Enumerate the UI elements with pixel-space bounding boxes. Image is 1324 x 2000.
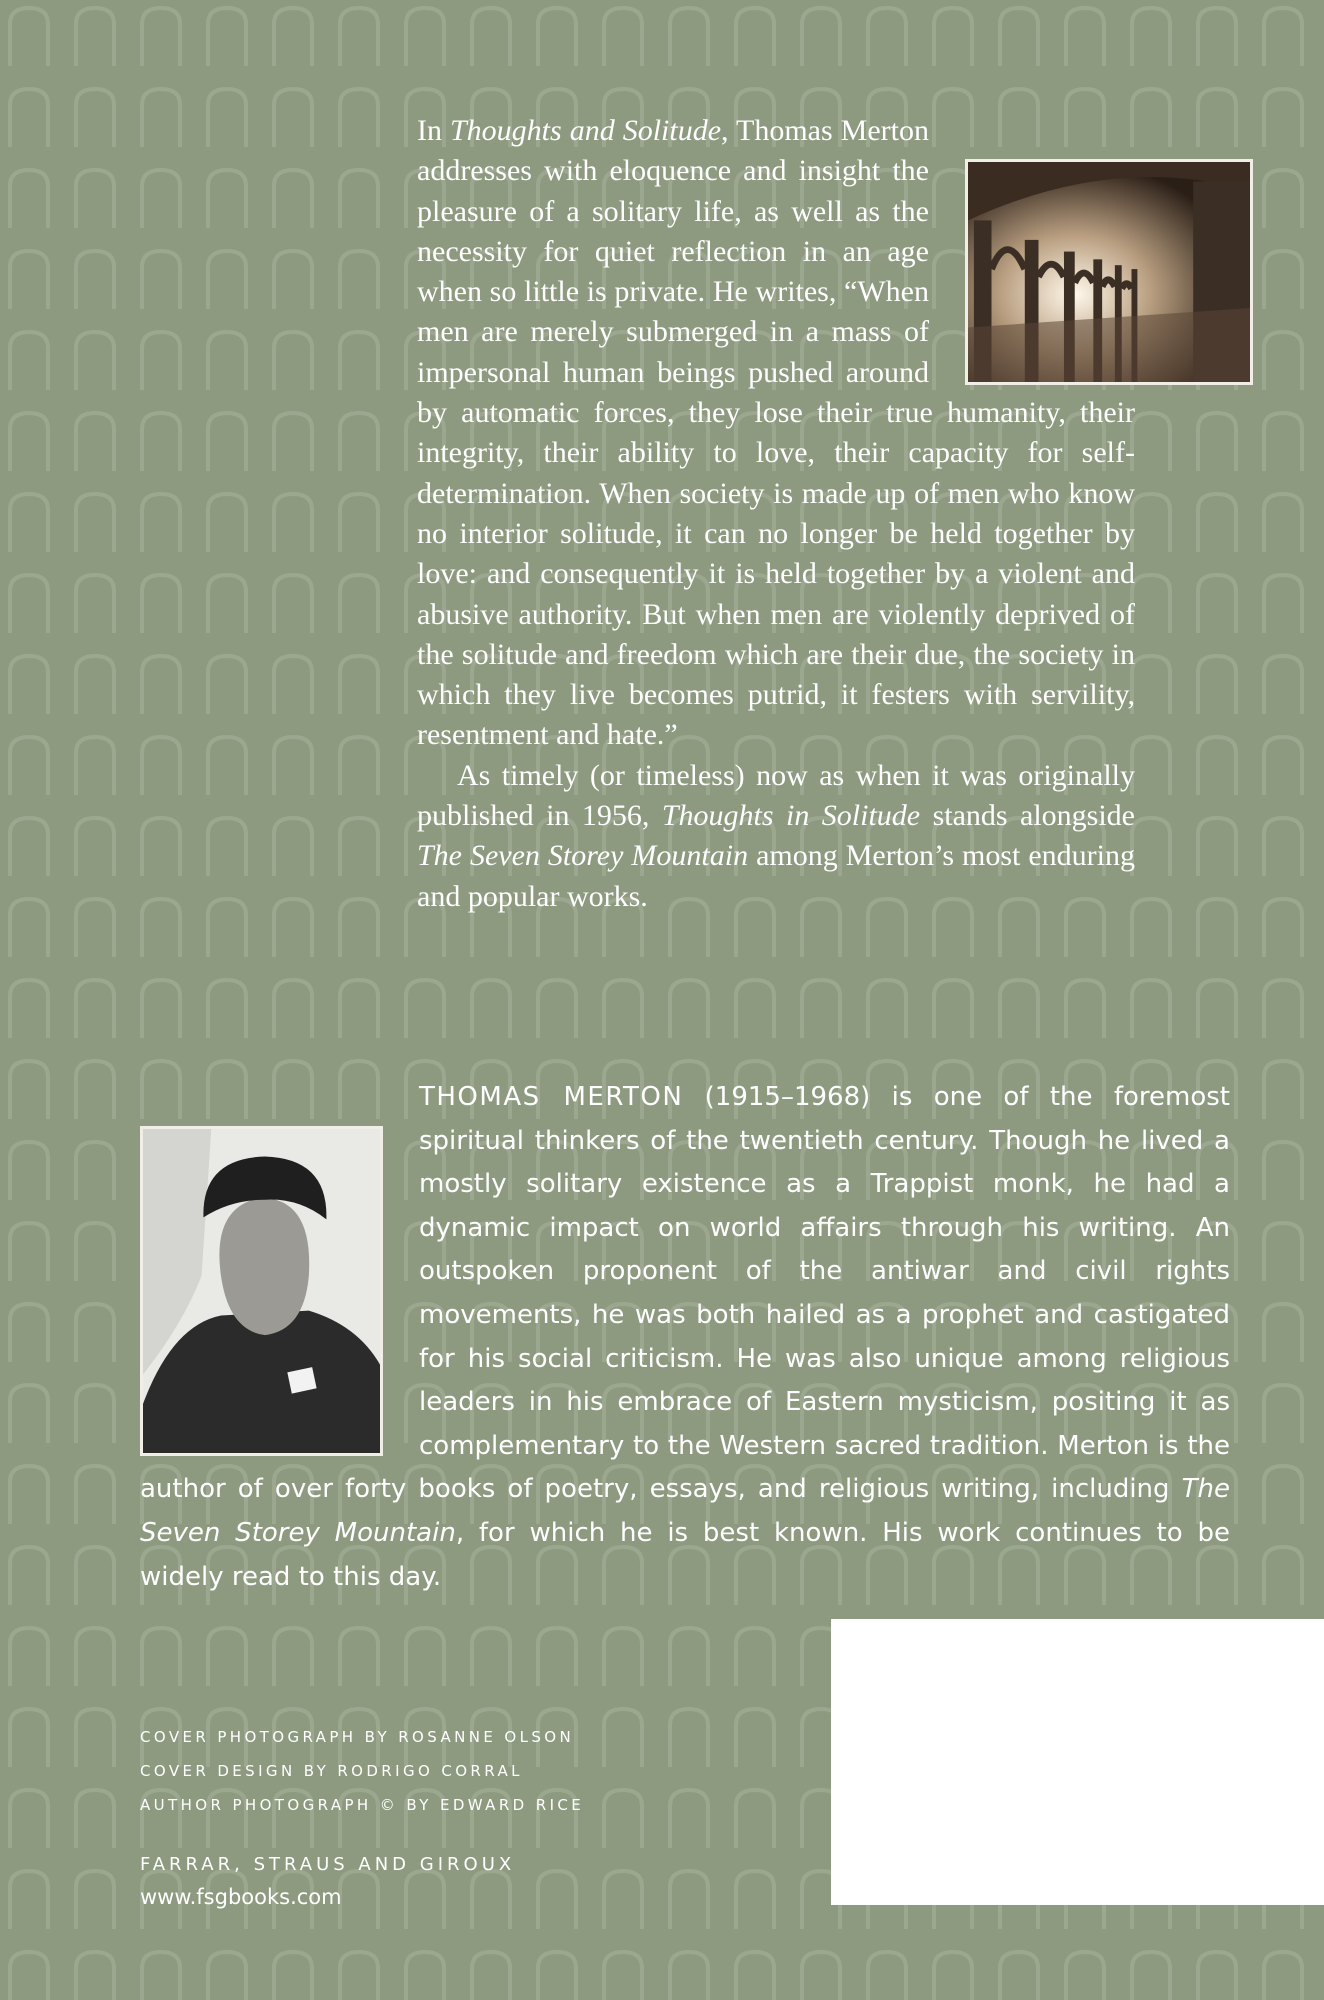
author-photograph xyxy=(140,1126,383,1456)
description-p1: , Thomas Merton addresses with eloquence and insight the pleasure of a solitary life, as well as the necessity for quiet reflection in an age when so little is private. He writes, “When men are merely submerged in a mass of impersonal human beings pushed around by automatic forces, they lose their true humanity, their integrity, their ability to love, their capacity for self-determination. When society is made up of men who know no interior solitude, it can no longer be held together by love: and consequently it is held together by a violent and abusive authority. But when men are violently deprived of the solitude and freedom which are their due, the society in which they live becomes putrid, it festers with servility, resentment and hate.” xyxy=(417,114,1135,752)
credit-cover-photo: COVER PHOTOGRAPH BY ROSANNE OLSON xyxy=(140,1728,575,1746)
book-title-2: Thoughts in Solitude xyxy=(661,799,921,833)
barcode-area xyxy=(831,1619,1324,1905)
description-in: In xyxy=(417,114,450,147)
cloister-photograph xyxy=(965,159,1253,385)
book-description xyxy=(417,111,1135,917)
credit-cover-design: COVER DESIGN BY RODRIGO CORRAL xyxy=(140,1762,523,1780)
publisher-url[interactable]: www.fsgbooks.com xyxy=(140,1885,342,1909)
author-name: THOMAS MERTON xyxy=(419,1082,684,1112)
bio-text-b: , for which he is best known. His work continues to be widely read to this day. xyxy=(140,1517,1230,1592)
bio-text-a: (1915–1968) is one of the foremost spiritual thinkers of the twentieth century. Though he lived a mostly solitary existence as a Trappist monk, he had a dynamic impact on world affairs through his writing. An outspoken proponent of the antiwar and civil rights movements, he was both hailed as a prophet and castigated for his social criticism. He was also unique among religious leaders in his embrace of Eastern mysticism, positing it as complementary to the Western sacred tradition. Merton is the author of over forty books of poetry, essays, and religious writing, including xyxy=(140,1082,1230,1505)
cover-credits xyxy=(140,1720,584,1822)
description-p2c: among Merton’s most enduring and popular works. xyxy=(417,839,1135,913)
description-p2b: stands alongside xyxy=(920,799,1136,833)
other-book-title: The Seven Storey Mountain xyxy=(417,839,749,873)
publisher-info xyxy=(140,1848,515,1912)
description-p2a: As timely (or timeless) now as when it was originally published in 1956, xyxy=(417,758,1135,833)
author-bio xyxy=(140,1076,1230,1599)
publisher-name: FARRAR, STRAUS AND GIROUX xyxy=(140,1854,516,1875)
bio-book-title: The Seven Storey Mountain xyxy=(140,1474,1230,1548)
book-title: Thoughts and Solitude xyxy=(450,114,722,147)
credit-author-photo: AUTHOR PHOTOGRAPH © BY EDWARD RICE xyxy=(140,1796,585,1814)
